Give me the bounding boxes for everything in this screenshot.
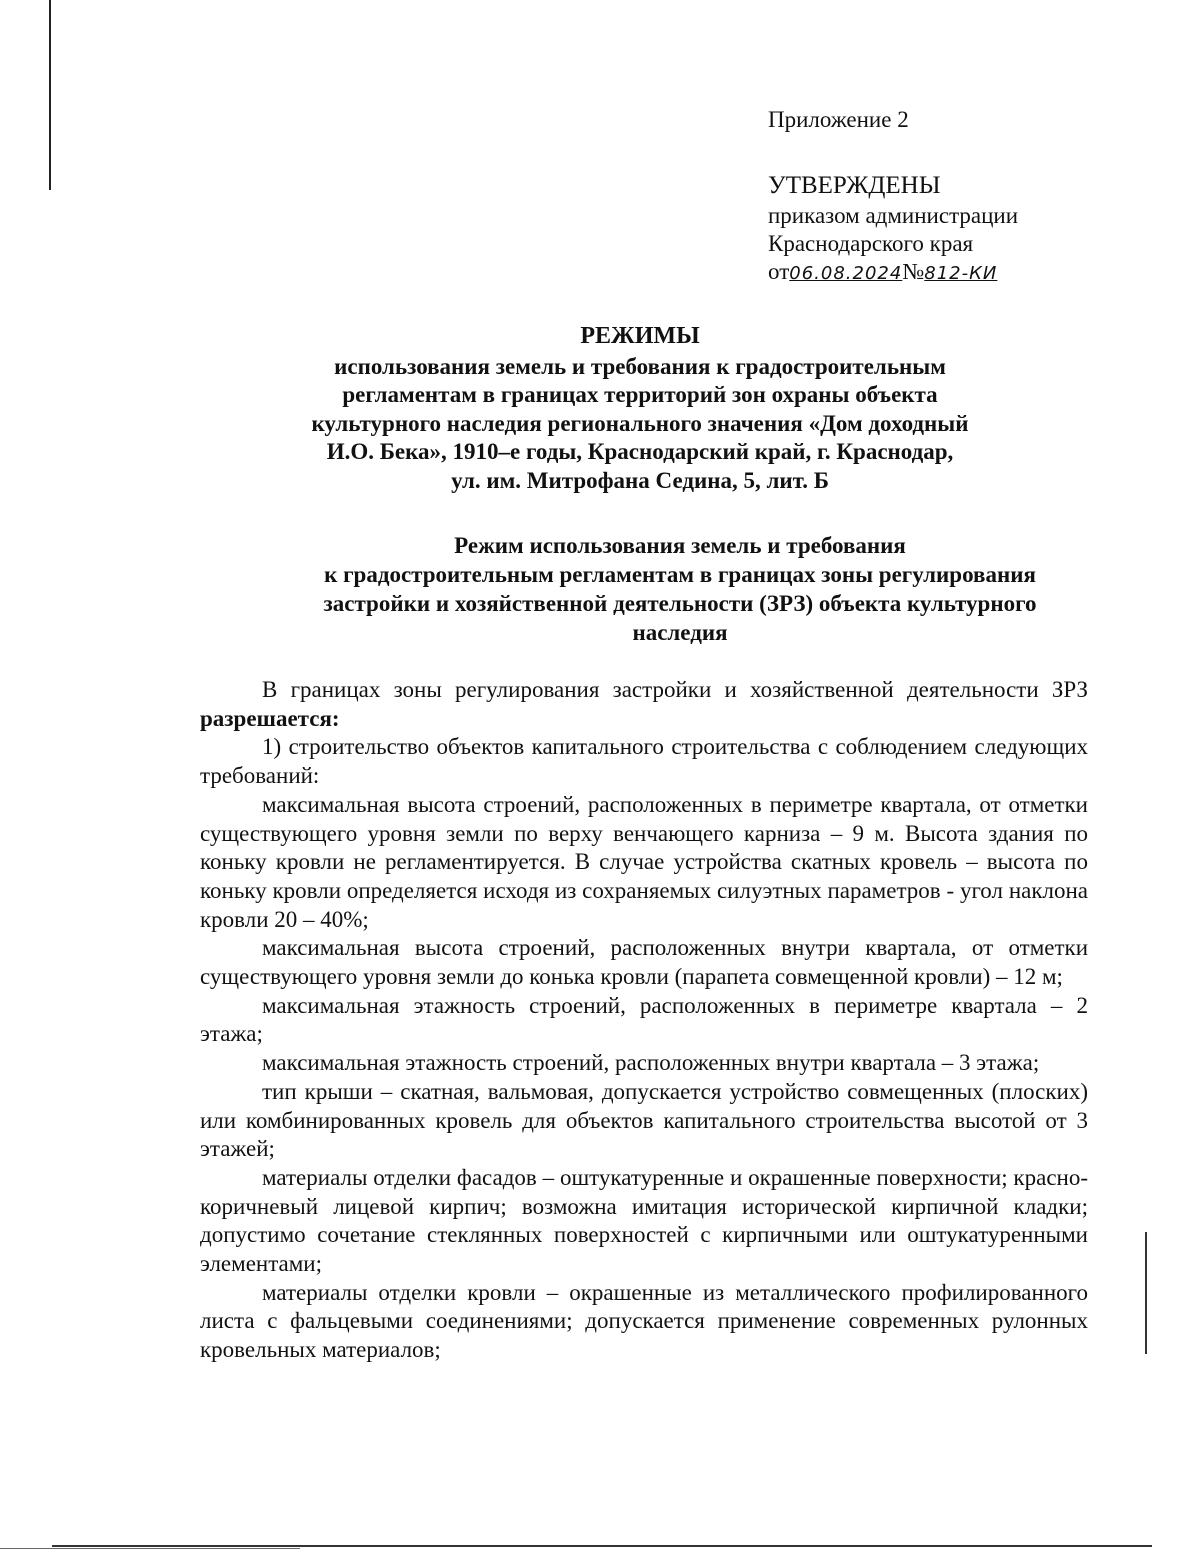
title-line: ул. им. Митрофана Седина, 5, лит. Б xyxy=(451,467,829,493)
approval-stamp xyxy=(768,106,1018,288)
handwritten-date: 06.08.2024 xyxy=(789,263,903,284)
intro-bold: разрешается: xyxy=(200,705,340,731)
title-line: культурного наследия регионального значения «Дом доходный xyxy=(311,410,969,436)
section-heading-line: к градостроительным регламентам в границах зоны регулирования xyxy=(324,562,1036,587)
section-heading xyxy=(200,531,1160,647)
scan-bottom-line xyxy=(52,1545,1152,1547)
section-heading-line: наследия xyxy=(632,620,728,645)
scan-edge-right xyxy=(1145,1232,1147,1354)
section-heading-line: застройки и хозяйственной деятельности (ЗРЗ) объекта культурного xyxy=(323,591,1037,616)
approved-by-line-2: Краснодарского края xyxy=(768,231,974,256)
scan-bottom-line-secondary xyxy=(0,1548,300,1549)
body-paragraph: 1) строительство объектов капитального строительства с соблюдением следующих требований: xyxy=(200,734,1088,789)
handwritten-number: 812-КИ xyxy=(924,263,998,284)
intro-text: В границах зоны регулирования застройки и хозяйственной деятельности ЗРЗ xyxy=(262,677,1088,702)
body-paragraph: максимальная высота строений, расположенных внутри квартала, от отметки существующего уровня земли до конька кровли (парапета совмещенной кровли) – 12 м; xyxy=(200,935,1088,990)
body-paragraph: материалы отделки фасадов – оштукатуренные и окрашенные поверхности; красно-коричневый лицевой кирпич; возможна имитация исторической кирпичной кладки; допустимо сочетание стеклянных поверхностей с кирпичными или оштукатуренными элементами; xyxy=(200,1164,1088,1277)
document-body xyxy=(200,676,1088,1365)
intro-paragraph xyxy=(200,676,1088,733)
scan-edge-left xyxy=(49,0,51,190)
title-heading: РЕЖИМЫ xyxy=(580,323,700,349)
approved-label: УТВЕРЖДЕНЫ xyxy=(768,172,941,199)
body-paragraph: тип крыши – скатная, вальмовая, допускается устройство совмещенных (плоских) или комбинированных кровель для объектов капитального строительства высотой от 3 этажей; xyxy=(200,1078,1088,1162)
document-title xyxy=(130,322,1150,495)
date-prefix: от xyxy=(768,259,790,284)
number-prefix: № xyxy=(902,259,925,284)
body-paragraph: максимальная высота строений, расположенных в периметре квартала, от отметки существующего уровня земли по верху венчающего карниза – 9 м. Высота здания по коньку кровли не регламентируется. В случае устройства скатных кровель – высота по коньку кровли определяется исходя из сохраняемых силуэтных параметров - угол наклона кровли 20 – 40%; xyxy=(200,791,1088,932)
title-line: И.О. Бека», 1910–е годы, Краснодарский край, г. Краснодар, xyxy=(326,439,954,464)
order-date-number xyxy=(768,258,1018,288)
section-heading-line: Режим использования земель и требования xyxy=(454,533,906,558)
title-line: использования земель и требования к градостроительным xyxy=(334,353,946,379)
appendix-label: Приложение 2 xyxy=(768,107,909,132)
body-paragraph: материалы отделки кровли – окрашенные из металлического профилированного листа с фальцевыми соединениями; допускается применение современных рулонных кровельных материалов; xyxy=(200,1279,1088,1363)
body-paragraph: максимальная этажность строений, расположенных в периметре квартала – 2 этажа; xyxy=(200,992,1088,1047)
title-line: регламентам в границах территорий зон охраны объекта xyxy=(342,382,938,407)
approved-by-line-1: приказом администрации xyxy=(768,203,1019,228)
body-paragraph: максимальная этажность строений, расположенных внутри квартала – 3 этажа; xyxy=(262,1050,1040,1076)
